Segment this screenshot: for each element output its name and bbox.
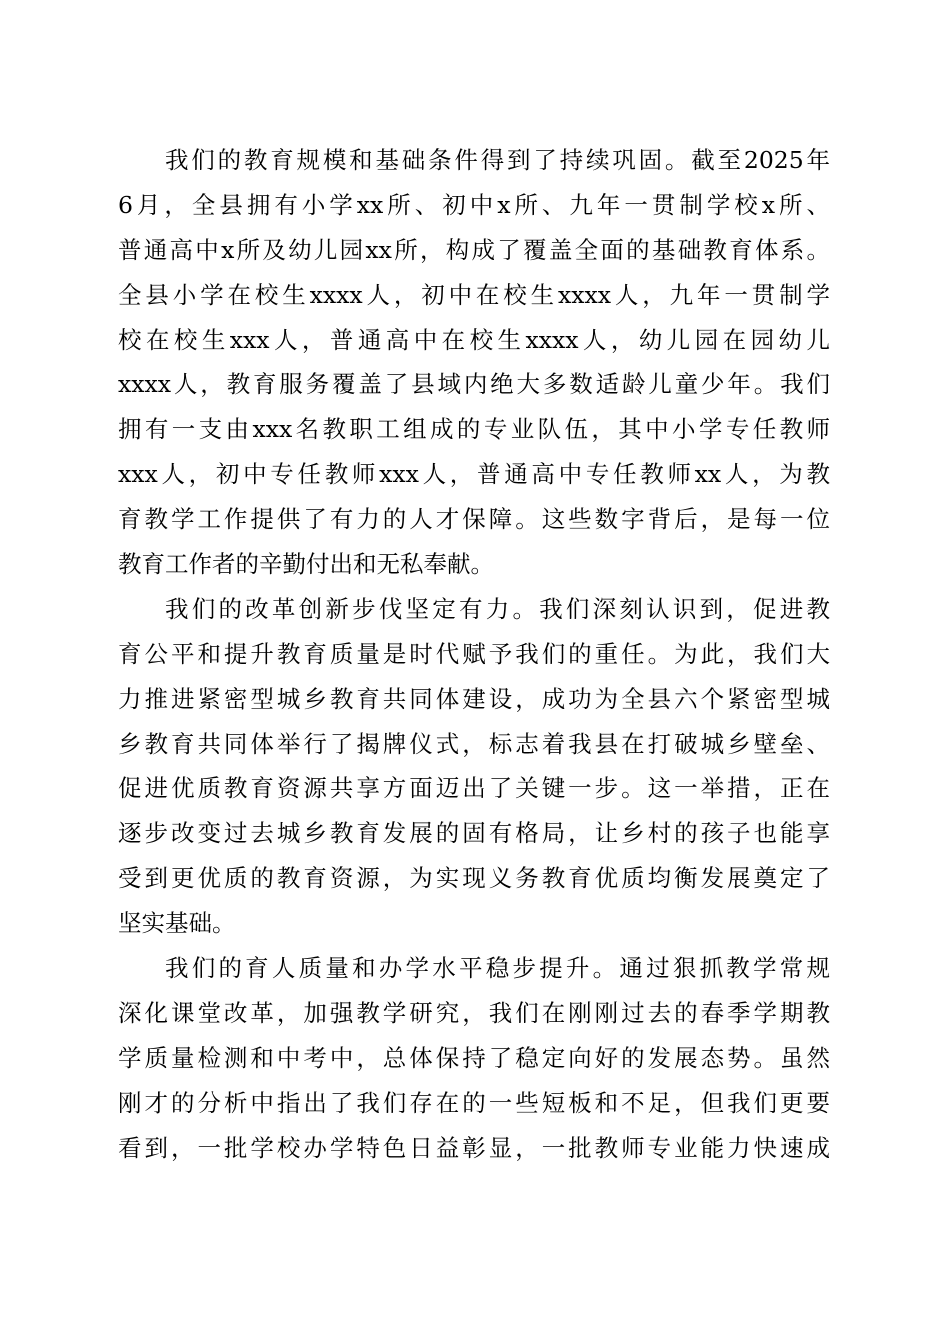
text-line: 我们的教育规模和基础条件得到了持续巩固。截至2025年 xyxy=(165,146,830,174)
text-line: 受到更优质的教育资源，为实现义务教育优质均衡发展奠定了 xyxy=(118,864,830,893)
text-line: 育公平和提升教育质量是时代赋予我们的重任。为此，我们大 xyxy=(118,639,830,668)
text-line: 学质量检测和中考中，总体保持了稳定向好的发展态势。虽然 xyxy=(118,1043,830,1072)
text-line: 全县小学在校生xxxx人，初中在校生xxxx人，九年一贯制学 xyxy=(118,280,830,309)
paragraph-1 xyxy=(118,138,830,587)
text-line: 拥有一支由xxx名教职工组成的专业队伍，其中小学专任教师 xyxy=(118,415,830,444)
text-line: 教育工作者的辛勤付出和无私奉献。 xyxy=(118,550,494,579)
paragraph-2 xyxy=(118,587,830,946)
text-line: 坚实基础。 xyxy=(118,909,236,938)
text-line: 看到，一批学校办学特色日益彰显，一批教师专业能力快速成 xyxy=(118,1133,830,1162)
text-line: xxxx人，教育服务覆盖了县域内绝大多数适龄儿童少年。我们 xyxy=(118,370,830,399)
text-line: 我们的改革创新步伐坚定有力。我们深刻认识到，促进教 xyxy=(165,594,830,623)
text-line: 育教学工作提供了有力的人才保障。这些数字背后，是每一位 xyxy=(118,505,830,534)
text-line: 我们的育人质量和办学水平稳步提升。通过狠抓教学常规 xyxy=(165,954,830,983)
text-line: xxx人，初中专任教师xxx人，普通高中专任教师xx人，为教 xyxy=(118,460,830,489)
text-line: 逐步改变过去城乡教育发展的固有格局，让乡村的孩子也能享 xyxy=(118,819,830,848)
body-text xyxy=(118,138,830,1170)
text-line: 6月，全县拥有小学xx所、初中x所、九年一贯制学校x所、 xyxy=(118,190,830,219)
text-line: 乡教育共同体举行了揭牌仪式，标志着我县在打破城乡壁垒、 xyxy=(118,729,830,758)
text-line: 深化课堂改革，加强教学研究，我们在刚刚过去的春季学期教 xyxy=(118,998,830,1027)
text-line: 促进优质教育资源共享方面迈出了关键一步。这一举措，正在 xyxy=(118,774,830,803)
paragraph-3 xyxy=(118,946,830,1170)
text-line: 刚才的分析中指出了我们存在的一些短板和不足，但我们更要 xyxy=(118,1088,830,1117)
text-line: 力推进紧密型城乡教育共同体建设，成功为全县六个紧密型城 xyxy=(118,684,830,713)
text-line: 校在校生xxx人，普通高中在校生xxxx人，幼儿园在园幼儿 xyxy=(118,325,830,354)
text-line: 普通高中x所及幼儿园xx所，构成了覆盖全面的基础教育体系。 xyxy=(118,235,830,264)
